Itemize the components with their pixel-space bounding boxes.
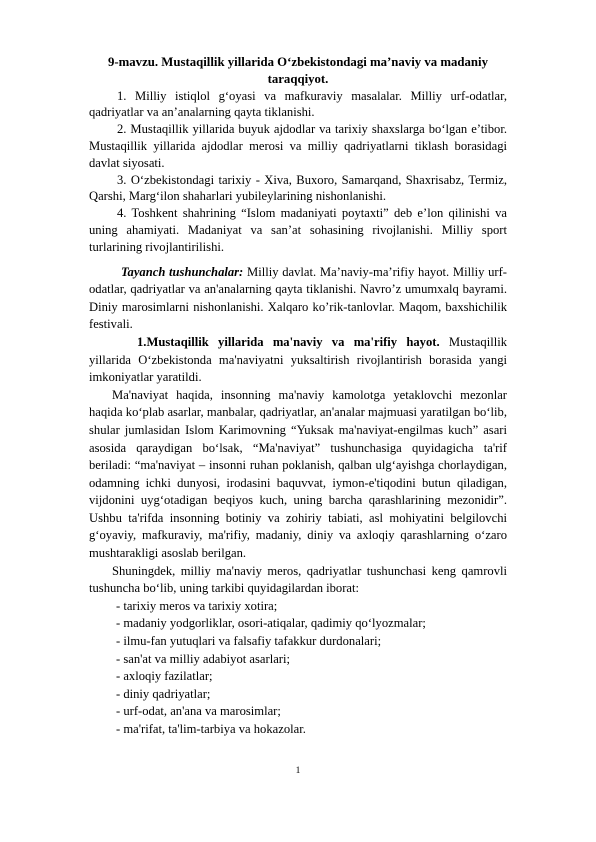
section-1-text: Mustaqillik yillarida O‘zbekistonda ma'naviyatni yuksaltirish rivojlantirish borasida yangi imkoniyatlar yaratildi. xyxy=(89,334,507,385)
list-item: - san'at va milliy adabiyot asarlari; xyxy=(116,651,290,666)
page-number: 1 xyxy=(295,766,301,776)
document-page xyxy=(89,54,507,739)
list-item: - ma'rifat, ta'lim-tarbiya va hokazolar. xyxy=(116,722,306,736)
key-concepts-paragraph xyxy=(89,264,507,334)
lesson-plan xyxy=(89,88,507,256)
list-item: - madaniy yodgorliklar, osori-atiqalar, qadimiy qo‘lyozmalar; xyxy=(116,616,426,631)
spirituality-paragraph: Ma'naviyat haqida, insonning ma'naviy kamolotga yetaklovchi mezonlar haqida ko‘plab asarlar, manbalar, qadriyatlar, an'analar majmuasi yaratilgan bo‘lib, shular jumlasidan Islom Karimovning “Yuksak ma'naviyat-engilmas kuch” asari asosida qaraydigan bo‘lsak, “Ma'naviyat” tushunchasiga quyidagicha ta'rif beriladi: “ma'naviyat – insonni ruhan poklanish, qalban ulg‘ayishga chorlaydigan, odamning ichki dunyosi, irodasini baquvvat, iymon-e'tiqodini butun qiladigan, vijdonini uyg‘otadigan beqiyos kuch, uning barcha qarashlarining mezonidir”. Ushbu ta'rifda insonning botiniy va zohiriy tabiati, asl mohiyatini belgilovchi g‘oyaviy, mafkuraviy, ma'rifiy, madaniy, diniy va axloqiy qarashlarning o‘zaro mushtarakligi asoslab berilgan. xyxy=(89,387,507,561)
spacer xyxy=(89,256,507,264)
list-item: - tarixiy meros va tarixiy xotira; xyxy=(116,598,278,613)
plan-item-2: 2. Mustaqillik yillarida buyuk ajdodlar va tarixiy shaxslarga bo‘lgan e’tibor. Mustaqillik yillarida ajdodlar merosi va milliy qadriyatlarni tiklash borasidagi davlat siyosati. xyxy=(89,122,507,170)
list-item: - axloqiy fazilatlar; xyxy=(116,669,213,684)
heritage-list xyxy=(89,598,507,739)
list-item: - diniy qadriyatlar; xyxy=(116,686,211,701)
list-item: - ilmu-fan yutuqlari va falsafiy tafakkur durdonalari; xyxy=(116,634,382,649)
section-1-heading: 1.Mustaqillik yillarida ma'naviy va ma'rifiy hayot. xyxy=(137,334,440,349)
list-item: - urf-odat, an'ana va marosimlar; xyxy=(116,704,281,719)
page-title: 9-mavzu. Mustaqillik yillarida O‘zbekistondagi ma’naviy va madaniy taraqqiyot. xyxy=(107,55,489,86)
plan-item-1: 1. Milliy istiqlol g‘oyasi va mafkuraviy masalalar. Milliy urf-odatlar, qadriyatlar va an’analarning qayta tiklanishi. xyxy=(89,88,507,120)
plan-item-3: 3. O‘zbekistondagi tarixiy - Xiva, Buxoro, Samarqand, Shaxrisabz, Termiz, Qarshi, Marg‘ilon shaharlari yubileylarining nishonlanishi. xyxy=(89,172,507,204)
heritage-paragraph: Shuningdek, milliy ma'naviy meros, qadriyatlar tushunchasi keng qamrovli tushuncha bo‘lib, uning tarkibi quyidagilardan iborat: xyxy=(89,563,507,596)
plan-item-4: 4. Toshkent shahrining “Islom madaniyati poytaxti” deb e’lon qilinishi va uning ahamiyati. Madaniyat va san’at sohasining rivojlanishi. Milliy sport turlarining rivojlantirilishi. xyxy=(89,206,507,254)
key-concepts-text: Milliy davlat. Ma’naviy-ma’rifiy hayot. Milliy urf-odatlar, qadriyatlar va an'analarning qayta tiklanishi. Navro’z umumxalq bayrami. Diniy marosimlarni nishonlanishi. Xalqaro ko’rik-tanlovlar. Maqom, baxshichilik festivali. xyxy=(89,264,508,332)
section-1-paragraph xyxy=(89,334,507,387)
key-concepts-label: Tayanch tushunchalar: xyxy=(121,264,244,279)
